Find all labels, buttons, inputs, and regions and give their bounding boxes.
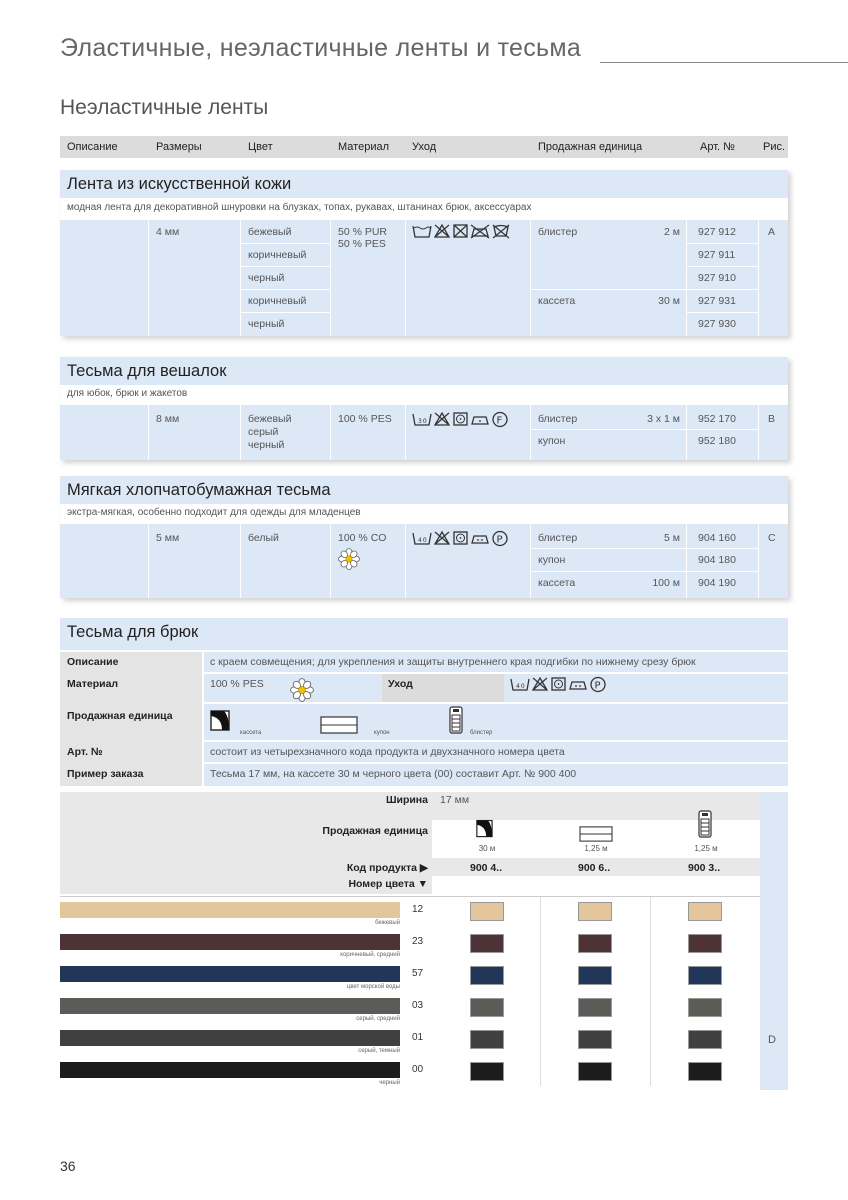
art-value: 952 170: [698, 413, 736, 425]
color-value: черный: [248, 318, 285, 330]
color-swatch: [578, 934, 612, 953]
unit-cassette-label: кассета: [240, 730, 262, 736]
art-value: 952 180: [698, 435, 736, 447]
figure-ref: C: [768, 532, 776, 544]
example-value: Тесьма 17 мм, на кассете 30 м черного цвета (00) составит Арт. № 900 400: [210, 768, 577, 780]
block-title: Тесьма для брюк: [67, 623, 199, 641]
header-color: Цвет: [248, 141, 273, 153]
color-number: 12: [412, 904, 424, 915]
color-name: бежевый: [375, 920, 400, 926]
color-strip: [60, 1062, 400, 1078]
art-value: 904 190: [698, 577, 736, 589]
color-value: коричневый: [248, 249, 307, 261]
color-number: 01: [412, 1032, 424, 1043]
color-number: 03: [412, 1000, 424, 1011]
flower-icon: [338, 548, 360, 570]
color-swatch: [688, 902, 722, 921]
care-symbols-icon: [412, 223, 522, 239]
header-fig: Рис.: [763, 141, 786, 153]
block-subtitle: экстра-мягкая, особенно подходит для одежды для младенцев: [60, 504, 788, 524]
header-unit: Продажная единица: [538, 141, 643, 153]
unit-value: кассета: [538, 295, 576, 307]
unit-length: 30 м: [478, 844, 496, 853]
color-value: коричневый: [248, 295, 307, 307]
product-code: 900 4..: [470, 862, 503, 874]
care-icons: [510, 676, 620, 698]
unit-value: блистер: [538, 226, 578, 238]
header-material: Материал: [338, 141, 389, 153]
unit-length: 1,25 м: [584, 844, 608, 853]
example-label: Пример заказа: [67, 768, 144, 780]
blister-icon: [697, 806, 713, 842]
color-swatch: [688, 966, 722, 985]
color-strip: [60, 902, 400, 918]
color-name: цвет морской воды: [346, 984, 400, 990]
coupon-icon: [320, 716, 358, 734]
qty-value: 3 x 1 м: [647, 413, 680, 425]
color-number: 23: [412, 936, 424, 947]
color-swatch: [470, 1062, 504, 1081]
color-number: 57: [412, 968, 424, 979]
product-code: 900 3..: [688, 862, 721, 874]
size-value: 5 мм: [156, 532, 180, 544]
color-value: бежевый: [248, 226, 292, 238]
color-value: белый: [248, 532, 279, 544]
color-strip: [60, 1030, 400, 1046]
product-block-hanger: [60, 357, 788, 460]
qty-value: 100 м: [652, 577, 680, 589]
unit-value: купон: [538, 554, 566, 566]
sale-unit-label: Продажная единица: [322, 825, 428, 837]
art-value: 904 160: [698, 532, 736, 544]
unit-value: блистер: [538, 413, 578, 425]
product-code: 900 6..: [578, 862, 611, 874]
material-value: 100 % CO: [338, 532, 387, 544]
color-swatch: [470, 966, 504, 985]
size-value: 8 мм: [156, 413, 180, 425]
colors-value: бежевый серый черный: [248, 413, 292, 451]
color-swatch: [688, 934, 722, 953]
unit-value: блистер: [538, 532, 578, 544]
art-value: 927 911: [698, 249, 736, 261]
desc-value: с краем совмещения; для укрепления и защиты внутреннего края подгибки по нижнему срезу брюк: [210, 656, 696, 668]
care-icons: [412, 411, 522, 433]
color-number-label: Номер цвета ▼: [348, 878, 428, 890]
block-title: Мягкая хлопчатобумажная тесьма: [67, 481, 331, 499]
page-title: Эластичные, неэластичные ленты и тесьма: [60, 34, 582, 62]
desc-label: Описание: [67, 656, 119, 668]
care-icons: [412, 530, 522, 552]
material-label: Материал: [67, 678, 119, 690]
material-value: 100 % PES: [210, 678, 264, 690]
color-name: черный: [379, 1080, 400, 1086]
blister-icon: [448, 706, 464, 734]
qty-value: 30 м: [658, 295, 680, 307]
color-name: серый, средний: [356, 1016, 400, 1022]
color-swatch: [578, 902, 612, 921]
art-value: 927 930: [698, 318, 736, 330]
product-block-cotton: [60, 476, 788, 598]
care-symbols-icon: [412, 411, 522, 429]
color-swatch: [578, 1030, 612, 1049]
width-label: Ширина: [385, 794, 428, 806]
qty-value: 5 м: [664, 532, 680, 544]
qty-value: 2 м: [664, 226, 680, 238]
care-icons: [412, 223, 522, 243]
product-block-trousers: [60, 618, 788, 650]
table-header: [60, 136, 788, 158]
unit-value: купон: [538, 435, 566, 447]
coupon-icon: [578, 826, 614, 842]
block-title: Лента из искусственной кожи: [67, 175, 292, 193]
section-title: Неэластичные ленты: [60, 96, 269, 119]
color-value: черный: [248, 272, 285, 284]
svg-text:F: F: [496, 415, 504, 427]
svg-text:30: 30: [418, 418, 428, 425]
title-rule: [600, 62, 848, 63]
unit-label: Продажная единица: [67, 710, 173, 722]
page-number: 36: [60, 1158, 76, 1174]
unit-coupon-label: купон: [374, 730, 390, 736]
svg-text:P: P: [594, 680, 602, 692]
color-name: коричневый, средний: [340, 952, 400, 958]
art-value: 927 931: [698, 295, 736, 307]
cassette-icon: [476, 818, 498, 840]
svg-text:40: 40: [516, 683, 526, 690]
color-swatch: [688, 1062, 722, 1081]
art-value: 927 912: [698, 226, 736, 238]
color-swatch: [470, 934, 504, 953]
unit-value: кассета: [538, 577, 576, 589]
flower-icon: [290, 678, 314, 702]
color-swatch: [688, 1030, 722, 1049]
figure-ref: B: [768, 413, 776, 425]
care-symbols-icon: [412, 530, 522, 548]
header-art: Арт. №: [700, 141, 735, 153]
care-label: Уход: [388, 678, 413, 690]
block-subtitle: модная лента для декоративной шнуровки на блузках, топах, рукавах, штанинах брюк, аксессуарах: [60, 198, 788, 220]
unit-blister-label: блистер: [470, 730, 493, 736]
material-value: 50 % PUR 50 % PES: [338, 226, 388, 250]
art-value: 927 910: [698, 272, 736, 284]
art-label: Арт. №: [67, 746, 103, 758]
product-block-leather: [60, 170, 788, 336]
width-value: 17 мм: [440, 794, 470, 806]
color-swatch: [470, 1030, 504, 1049]
figure-ref: A: [768, 226, 776, 238]
block-title: Тесьма для вешалок: [67, 362, 227, 380]
care-symbols-icon: [510, 676, 620, 694]
color-swatch: [578, 998, 612, 1017]
header-care: Уход: [412, 141, 437, 153]
art-value: 904 180: [698, 554, 736, 566]
art-value: состоит из четырехзначного кода продукта и двухзначного номера цвета: [210, 746, 565, 758]
color-swatch: [578, 966, 612, 985]
color-swatch: [470, 902, 504, 921]
figure-ref: D: [768, 1034, 776, 1046]
code-label: Код продукта ▶: [346, 862, 428, 874]
color-strip: [60, 966, 400, 982]
color-swatch: [578, 1062, 612, 1081]
header-desc: Описание: [67, 141, 118, 153]
material-value: 100 % PES: [338, 413, 392, 425]
svg-text:40: 40: [418, 537, 428, 544]
header-size: Размеры: [156, 141, 202, 153]
size-value: 4 мм: [156, 226, 180, 238]
color-swatch: [688, 998, 722, 1017]
color-strip: [60, 998, 400, 1014]
unit-length: 1,25 м: [694, 844, 718, 853]
block-subtitle: для юбок, брюк и жакетов: [60, 385, 788, 405]
color-name: серый, темный: [358, 1048, 400, 1054]
color-swatch: [470, 998, 504, 1017]
color-number: 00: [412, 1064, 424, 1075]
svg-text:P: P: [496, 534, 504, 546]
cassette-icon: [210, 710, 236, 732]
color-strip: [60, 934, 400, 950]
